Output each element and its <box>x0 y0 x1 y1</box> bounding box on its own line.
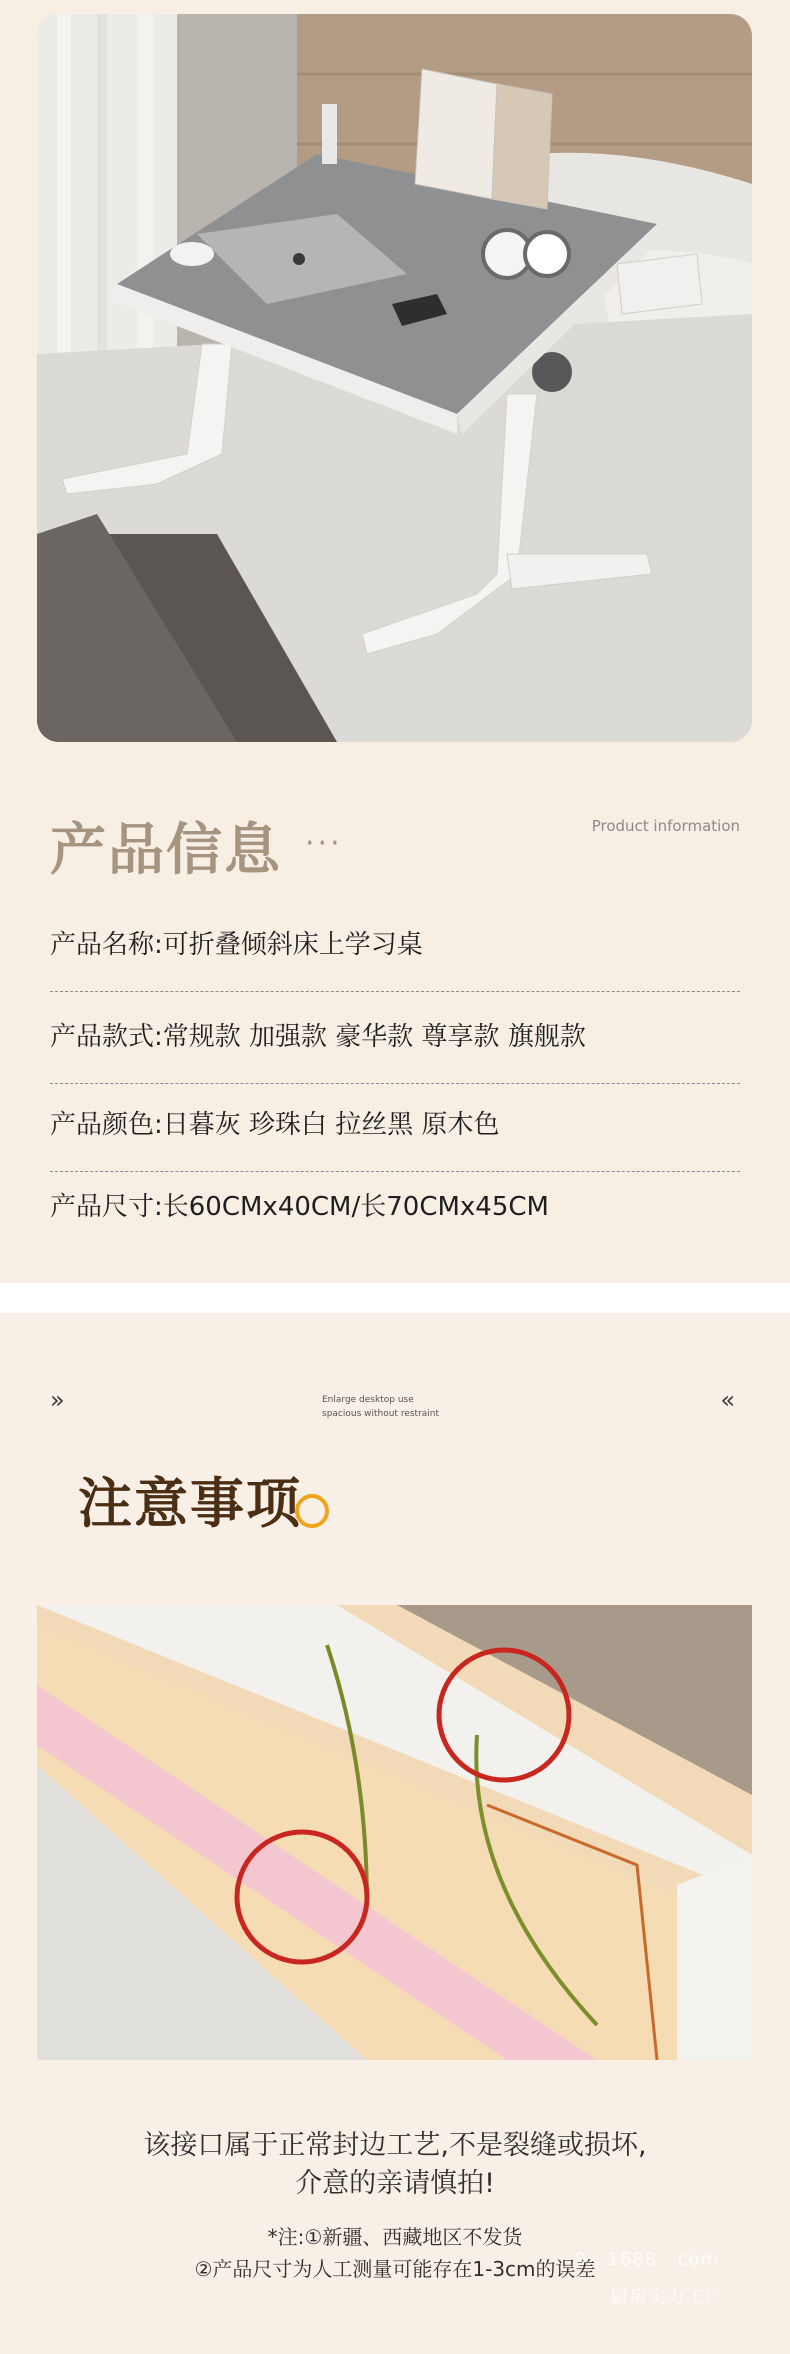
product-hero-photo <box>37 14 752 742</box>
info-row-color: 产品颜色:日暮灰 珍珠白 拉丝黑 原木色 <box>50 1104 740 1172</box>
size-note: ②产品尺寸为人工测量可能存在1-3cm的误差 <box>194 2257 596 2281</box>
edge-seam-photo <box>37 1605 752 2060</box>
shipping-note: *注:①新疆、西藏地区不发货 <box>267 2225 523 2249</box>
notice-en-line2: spacious without restraint <box>322 1409 440 1419</box>
info-row-size: 产品尺寸:长60CMx40CM/长70CMx45CM <box>50 1192 549 1222</box>
product-info-title: 产品信息 <box>50 818 282 883</box>
title-dots: ··· <box>305 826 343 861</box>
info-row-style: 产品款式:常规款 加强款 豪华款 尊享款 旗舰款 <box>50 1016 740 1084</box>
watermark-brand: 厨房实力工厂 <box>610 2287 724 2308</box>
notice-en-line1: Enlarge desktop use <box>322 1395 414 1405</box>
watermark-url: 9 . 1688 . com <box>575 2249 720 2270</box>
caption-line1: 该接口属于正常封边工艺,不是裂缝或损坏, <box>143 2130 647 2161</box>
notice-subtitle-en <box>322 1393 439 1421</box>
section-divider <box>0 1283 790 1313</box>
notice-title: 注意事项 <box>78 1472 302 1535</box>
chevron-left-icon: « <box>720 1386 735 1414</box>
product-info-subtitle-en: Product information <box>591 817 740 835</box>
caption-line2: 介意的亲请慎拍! <box>295 2168 495 2199</box>
notice-section <box>0 1313 790 2354</box>
info-row-name: 产品名称:可折叠倾斜床上学习桌 <box>50 924 740 992</box>
chevron-right-icon: » <box>50 1386 65 1414</box>
ring-decoration-icon <box>295 1494 329 1528</box>
